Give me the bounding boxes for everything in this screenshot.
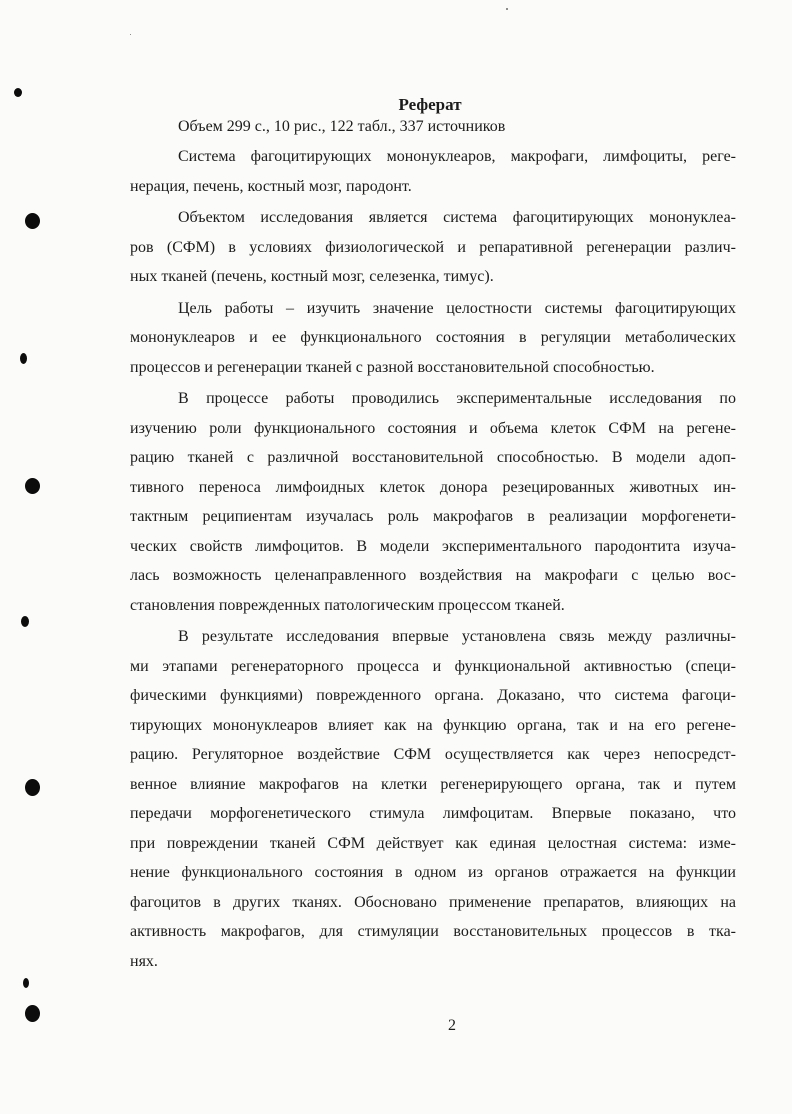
text-line: ческих свойств лимфоцитов. В модели экспериментального пародонтита изуча- [130, 537, 736, 555]
methods-paragraph [130, 384, 736, 620]
text-line: венное влияние макрофагов на клетки регенерирующего органа, так и путем [130, 775, 736, 793]
text-line: нерация, печень, костный мозг, пародонт. [130, 177, 412, 195]
text-line: мононуклеаров и ее функционального состояния в регуляции метаболических [130, 329, 736, 346]
punch-hole-mark [25, 779, 40, 796]
object-paragraph [130, 203, 736, 292]
text-line: изучению роли функционального состояния и объема клеток СФМ на регене- [130, 419, 736, 437]
text-line: нях. [130, 952, 158, 970]
text-line: рацию тканей с различной восстановительной способностью. В модели адоп- [130, 449, 736, 466]
punch-hole-mark [14, 88, 22, 97]
text-line: Система фагоцитирующих мононуклеаров, макрофаги, лимфоциты, реге- [178, 148, 736, 165]
punch-hole-mark [20, 353, 27, 364]
text-line: тирующих мононуклеаров влияет как на функцию органа, так и на его регене- [130, 716, 736, 734]
text-line: активность макрофагов, для стимуляции восстановительных процессов в тка- [130, 923, 736, 940]
punch-hole-mark [25, 213, 40, 229]
text-line: Цель работы – изучить значение целостности системы фагоцитирующих [178, 299, 736, 317]
text-line: при повреждении тканей СФМ действует как единая целостная система: изме- [130, 834, 736, 852]
document-body [130, 142, 736, 976]
text-line: процессов и регенерации тканей с разной восстановительной способностью. [130, 358, 655, 376]
document-title: Реферат [398, 95, 462, 114]
results-paragraph [130, 622, 736, 976]
text-line: В процессе работы проводились экспериментальные исследования по [178, 390, 736, 407]
text-line: рацию. Регуляторное воздействие СФМ осуществляется как через непосредст- [130, 746, 736, 763]
page-number: 2 [448, 1017, 456, 1034]
text-line: ных тканей (печень, костный мозг, селезенка, тимус). [130, 268, 494, 285]
punch-hole-mark [25, 1005, 40, 1022]
text-line: В результате исследования впервые установлена связь между различны- [178, 628, 736, 645]
keywords-paragraph [130, 142, 736, 201]
text-line: ми этапами регенераторного процесса и функциональной активностью (специ- [130, 657, 736, 675]
text-line: становления поврежденных патологическим процессом тканей. [130, 596, 565, 614]
punch-hole-mark [23, 978, 29, 988]
goal-paragraph [130, 294, 736, 383]
text-line: фическими функциями) поврежденного органа. Доказано, что система фагоци- [130, 687, 736, 704]
text-line: тактным реципиентам изучалась роль макрофагов в реализации морфогенети- [130, 508, 736, 525]
document-meta: Объем 299 с., 10 рис., 122 табл., 337 источников [178, 118, 506, 135]
text-line: тивного переноса лимфоидных клеток донора резецированных животных ин- [130, 478, 736, 496]
scan-speck [506, 8, 508, 10]
text-line: Объектом исследования является система фагоцитирующих мононуклеа- [178, 209, 736, 226]
text-line: нение функционального состояния в одном из органов отражается на функции [130, 864, 736, 881]
punch-hole-mark [25, 478, 40, 494]
text-line: лась возможность целенаправленного воздействия на макрофаги с целью вос- [130, 567, 736, 584]
text-line: фагоцитов в других тканях. Обосновано применение препаратов, влияющих на [130, 893, 736, 911]
text-line: передачи морфогенетического стимула лимфоцитам. Впервые показано, что [130, 805, 736, 822]
text-line: ров (СФМ) в условиях физиологической и репаративной регенерации различ- [130, 238, 736, 256]
punch-hole-mark [21, 616, 29, 627]
scan-speck [130, 34, 131, 35]
